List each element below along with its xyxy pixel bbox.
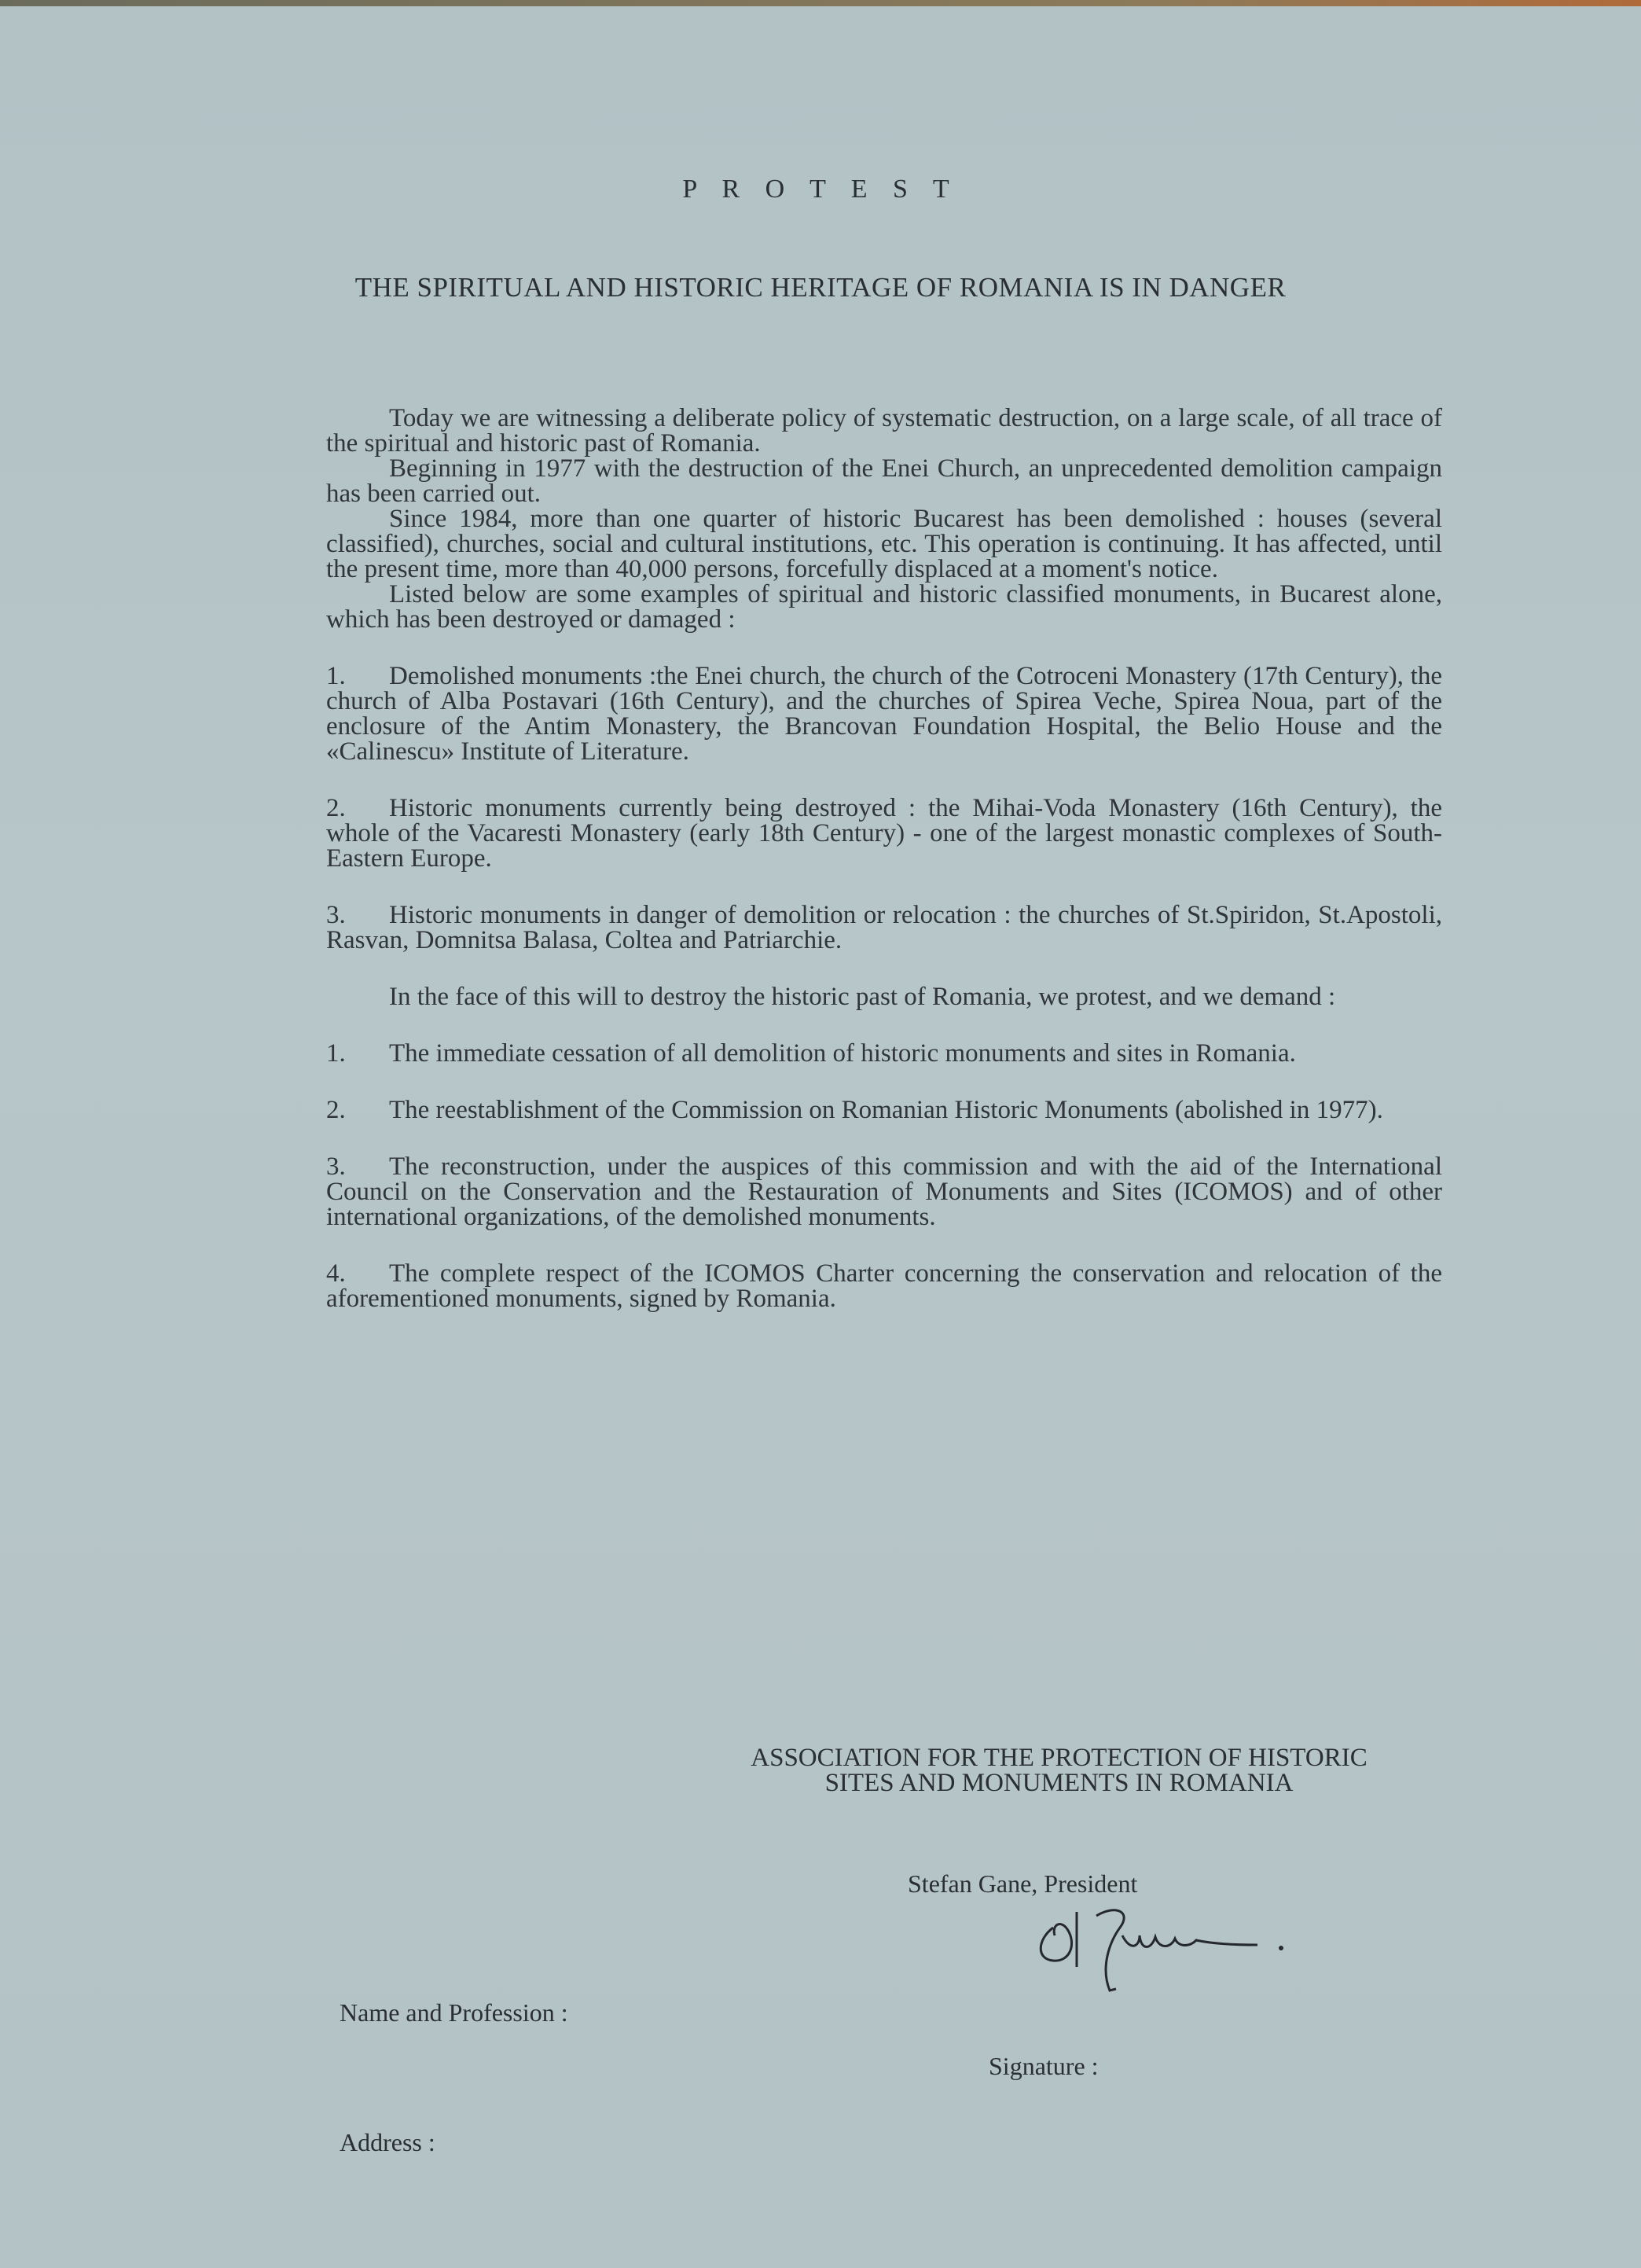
address-label: Address : — [340, 2128, 435, 2156]
item-number: 4. — [326, 1259, 346, 1288]
protest-statement: In the face of this will to destroy the historic past of Romania, we protest, and we demand : — [389, 983, 1336, 1011]
intro-paragraph: Beginning in 1977 with the destruction of the Enei Church, an unprecedented demolition campaign has been carried out. — [326, 454, 1442, 508]
demand-item — [326, 1154, 1442, 1230]
handwritten-signature — [1022, 1880, 1305, 1998]
signature-label: Signature : — [989, 2052, 1099, 2080]
item-number: 2. — [326, 794, 346, 822]
item-number: 3. — [326, 901, 346, 929]
intro-paragraph: Since 1984, more than one quarter of historic Bucarest has been demolished : houses (several classified), churches, social and cultural institutions, etc. This operation is continuing. It has affected, until the present time, more than 40,000 persons, forcefully displaced at a moment's notice. — [326, 505, 1442, 583]
item-number: 2. — [326, 1096, 346, 1124]
signer-name: Stefan Gane, President — [908, 1869, 1138, 1898]
monument-item — [326, 902, 1442, 953]
monument-item — [326, 796, 1442, 871]
item-text: Historic monuments in danger of demolition or relocation : the churches of St.Spiridon, St.Apostoli, Rasvan, Domnitsa Balasa, Coltea and Patriarchie. — [326, 901, 1442, 954]
item-number: 1. — [326, 662, 346, 690]
monument-item — [326, 663, 1442, 764]
document-body — [326, 406, 1442, 1311]
item-text: The immediate cessation of all demolition of historic monuments and sites in Romania. — [389, 1039, 1296, 1068]
item-number: 3. — [326, 1152, 346, 1181]
document-heading: P R O T E S T — [682, 175, 959, 204]
intro-paragraph: Listed below are some examples of spiritual and historic classified monuments, in Bucarest alone, which has been destroyed or damaged : — [326, 580, 1442, 634]
association-line: ASSOCIATION FOR THE PROTECTION OF HISTORIC — [751, 1744, 1368, 1772]
association-block — [676, 1745, 1442, 1796]
item-text: Demolished monuments :the Enei church, the church of the Cotroceni Monastery (17th Century), the church of Alba Postavari (16th Century), and the churches of Spirea Veche, Spirea Noua, part of the enclosure of the Antim Monastery, the Brancovan Foundation Hospital, the Belio House and the «Calinescu» Institute of Literature. — [326, 662, 1442, 766]
demand-item — [326, 1041, 1442, 1066]
item-text: The complete respect of the ICOMOS Charter concerning the conservation and relocation of the aforementioned monuments, signed by Romania. — [326, 1259, 1442, 1313]
item-text: The reestablishment of the Commission on Romanian Historic Monuments (abolished in 1977). — [389, 1096, 1383, 1124]
demand-item — [326, 1261, 1442, 1311]
name-profession-label: Name and Profession : — [340, 1998, 568, 2027]
item-number: 1. — [326, 1039, 346, 1068]
item-text: Historic monuments currently being destroyed : the Mihai-Voda Monastery (16th Century), the whole of the Vacaresti Monastery (early 18th Century) - one of the largest monastic complexes of South-Eastern Europe. — [326, 794, 1442, 873]
page-top-edge — [0, 0, 1641, 6]
association-line: SITES AND MONUMENTS IN ROMANIA — [824, 1769, 1294, 1797]
intro-paragraph: Today we are witnessing a deliberate policy of systematic destruction, on a large scale, of all trace of the spiritual and historic past of Romania. — [326, 404, 1442, 458]
document-title: THE SPIRITUAL AND HISTORIC HERITAGE OF ROMANIA IS IN DANGER — [354, 272, 1287, 303]
demand-item — [326, 1097, 1442, 1123]
item-text: The reconstruction, under the auspices of this commission and with the aid of the International Council on the Conservation and the Restauration of Monuments and Sites (ICOMOS) and of other international organizations, of the demolished monuments. — [326, 1152, 1442, 1231]
